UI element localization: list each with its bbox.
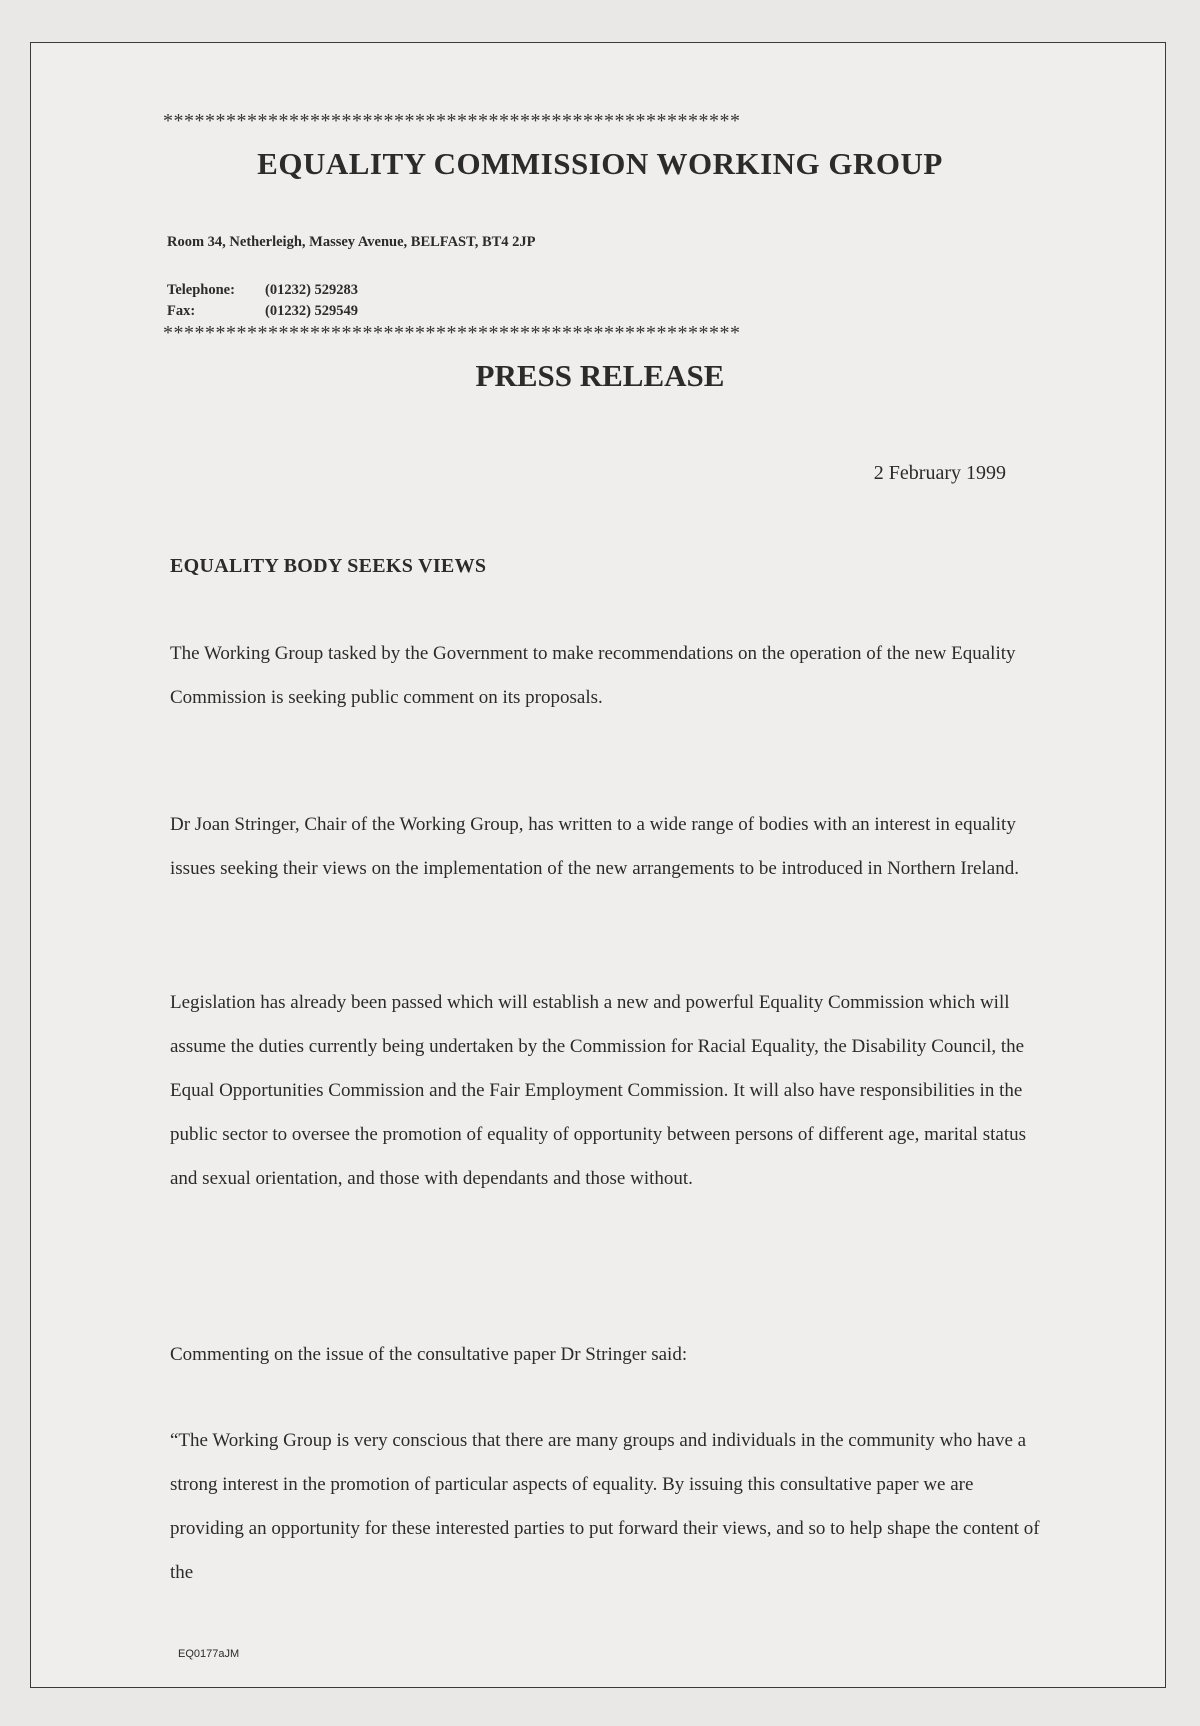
header-star-rule-bottom: *******************************************************: [163, 322, 741, 344]
body-paragraph-3: Legislation has already been passed which will establish a new and powerful Equality Commission which will assume the duties currently being undertaken by the Commission for Racial Equality, the Disability Council, the Equal Opportunities Commission and the Fair Employment Commission. It will also have responsibilities in the public sector to oversee the promotion of equality of opportunity between persons of different age, marital status and sexual orientation, and those with dependants and those without.: [170, 992, 1026, 1189]
telephone-number: (01232) 529283: [265, 282, 359, 298]
fax-line: [167, 303, 358, 320]
body-paragraph-5: “The Working Group is very conscious that there are many groups and individuals in the community who have a strong interest in the promotion of particular aspects of equality. By issuing this consultative paper we are providing an opportunity for these interested parties to put forward their views, and so to help shape the content of the: [170, 1430, 1040, 1583]
body-paragraph-1: The Working Group tasked by the Government to make recommendations on the operation of the new Equality Commission is seeking public comment on its proposals.: [170, 643, 1016, 708]
fax-label: Fax:: [167, 303, 196, 319]
fax-number: (01232) 529549: [265, 303, 359, 319]
body-paragraph-4: Commenting on the issue of the consultative paper Dr Stringer said:: [170, 1344, 688, 1365]
organisation-address: Room 34, Netherleigh, Massey Avenue, BELFAST, BT4 2JP: [167, 234, 536, 250]
release-headline: EQUALITY BODY SEEKS VIEWS: [170, 555, 487, 577]
press-release-title: PRESS RELEASE: [475, 358, 725, 393]
telephone-label: Telephone:: [167, 282, 235, 298]
header-star-rule-top: *******************************************************: [163, 110, 741, 132]
organisation-name: EQUALITY COMMISSION WORKING GROUP: [257, 146, 943, 181]
document-reference: EQ0177aJM: [178, 1648, 240, 1660]
telephone-line: [167, 282, 358, 299]
release-date: 2 February 1999: [873, 462, 1006, 484]
body-paragraph-2: Dr Joan Stringer, Chair of the Working Group, has written to a wide range of bodies with an interest in equality issues seeking their views on the implementation of the new arrangements to be introduced in Northern Ireland.: [170, 814, 1019, 879]
